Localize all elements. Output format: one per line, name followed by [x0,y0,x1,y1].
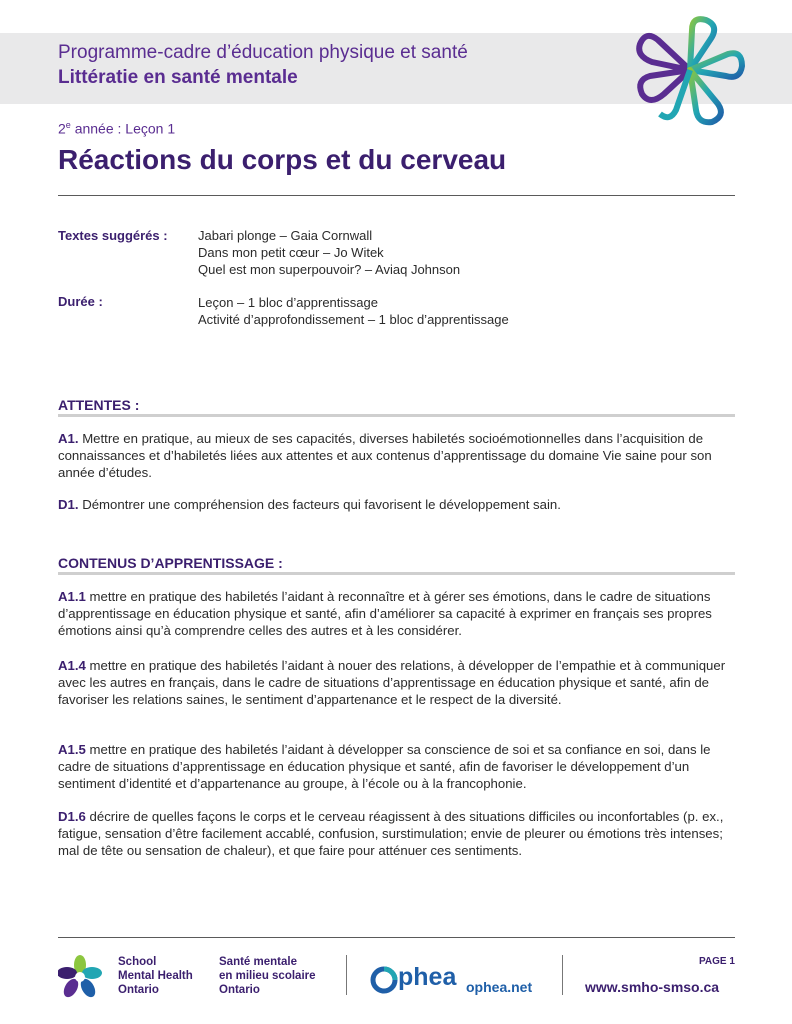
flower-outline-icon [630,10,750,130]
smho-fr-line: Santé mentale [219,956,297,968]
suggested-texts [198,227,460,278]
contenus-heading: CONTENUS D’APPRENTISSAGE : [58,555,283,571]
smho-name-fr [219,955,316,997]
program-title: Programme-cadre d’éducation physique et santé [58,42,468,63]
page-number: PAGE 1 [699,956,735,967]
title-divider [58,195,735,196]
attente-item: A1. Mettre en pratique, au mieux de ses capacités, diverses habiletés socioémotionnelles dans l’acquisition de connaissances et d’habiletés liées aux attentes et aux contenus d’apprentissage du domaine Vie saine pour son année d’études. [58,431,712,480]
suggested-text-item: Dans mon petit cœur – Jo Witek [198,245,384,260]
smho-fr-line: Ontario [219,984,260,996]
smho-en-line: School [118,956,157,968]
contenu-item: D1.6 décrire de quelles façons le corps et le cerveau réagissent à des situations difficiles ou inconfortables (p. ex., fatigue, sensation d’être facilement accablé, confusion, surstimulation; envie de pleurer ou émotions très intenses; mal de tête ou sensation de chaleur), et que faire pour atténuer ces sentiments. [58,809,724,858]
smho-en-line: Ontario [118,984,159,996]
contenus-rule [58,572,735,575]
attentes-rule [58,414,735,417]
footer-separator [346,955,347,995]
smho-en-line: Mental Health [118,970,193,982]
suggested-text-item: Jabari plonge – Gaia Cornwall [198,228,373,243]
duration-label: Durée : [58,294,103,309]
attentes-heading: ATTENTES : [58,397,140,413]
smho-name-en [118,955,193,997]
ophea-logo-icon [370,966,398,994]
duration-item: Activité d’approfondissement – 1 bloc d’apprentissage [198,312,509,327]
program-subtitle: Littératie en santé mentale [58,67,298,88]
footer-separator [562,955,563,995]
suggested-text-item: Quel est mon superpouvoir? – Aviaq Johnson [198,262,461,277]
ophea-wordmark: phea [398,963,457,991]
smho-fr-line: en milieu scolaire [219,970,316,982]
ophea-link[interactable]: ophea.net [466,979,533,995]
lesson-label: 2e année : Leçon 1 [58,120,176,137]
attente-item: D1. Démontrer une compréhension des facteurs qui favorisent le développement sain. [58,497,561,512]
texts-label: Textes suggérés : [58,228,168,243]
contenu-item: A1.5 mettre en pratique des habiletés l’aidant à développer sa conscience de soi et sa confiance en soi, dans le cadre de situations d’apprentissage en éducation physique et santé, afin de favoriser le développement d’un sentiment d’identité et d’appartenance au groupe, à l’école ou à la francophonie. [58,742,711,791]
page-title: Réactions du corps et du cerveau [58,144,507,175]
website-link[interactable]: www.smho-smso.ca [585,979,720,995]
smho-logo-icon [58,955,102,999]
contenu-item: A1.4 mettre en pratique des habiletés l’aidant à nouer des relations, à développer de l’empathie et à communiquer avec les autres en français, dans le cadre de situations d’apprentissage en éducation physique et santé, afin de favoriser les relations saines, le sentiment d’appartenance et le respect de la diversité. [58,658,726,707]
contenu-item: A1.1 mettre en pratique des habiletés l’aidant à reconnaître et à gérer ses émotions, dans le cadre de situations d’apprentissage en éducation physique et santé, afin d’améliorer sa capacité à exprimer en français ses propres émotions ainsi qu’à comprendre celles des autres et à les considérer. [58,589,712,638]
footer-divider [58,937,735,938]
duration-list [198,294,509,328]
duration-item: Leçon – 1 bloc d’apprentissage [198,295,378,310]
